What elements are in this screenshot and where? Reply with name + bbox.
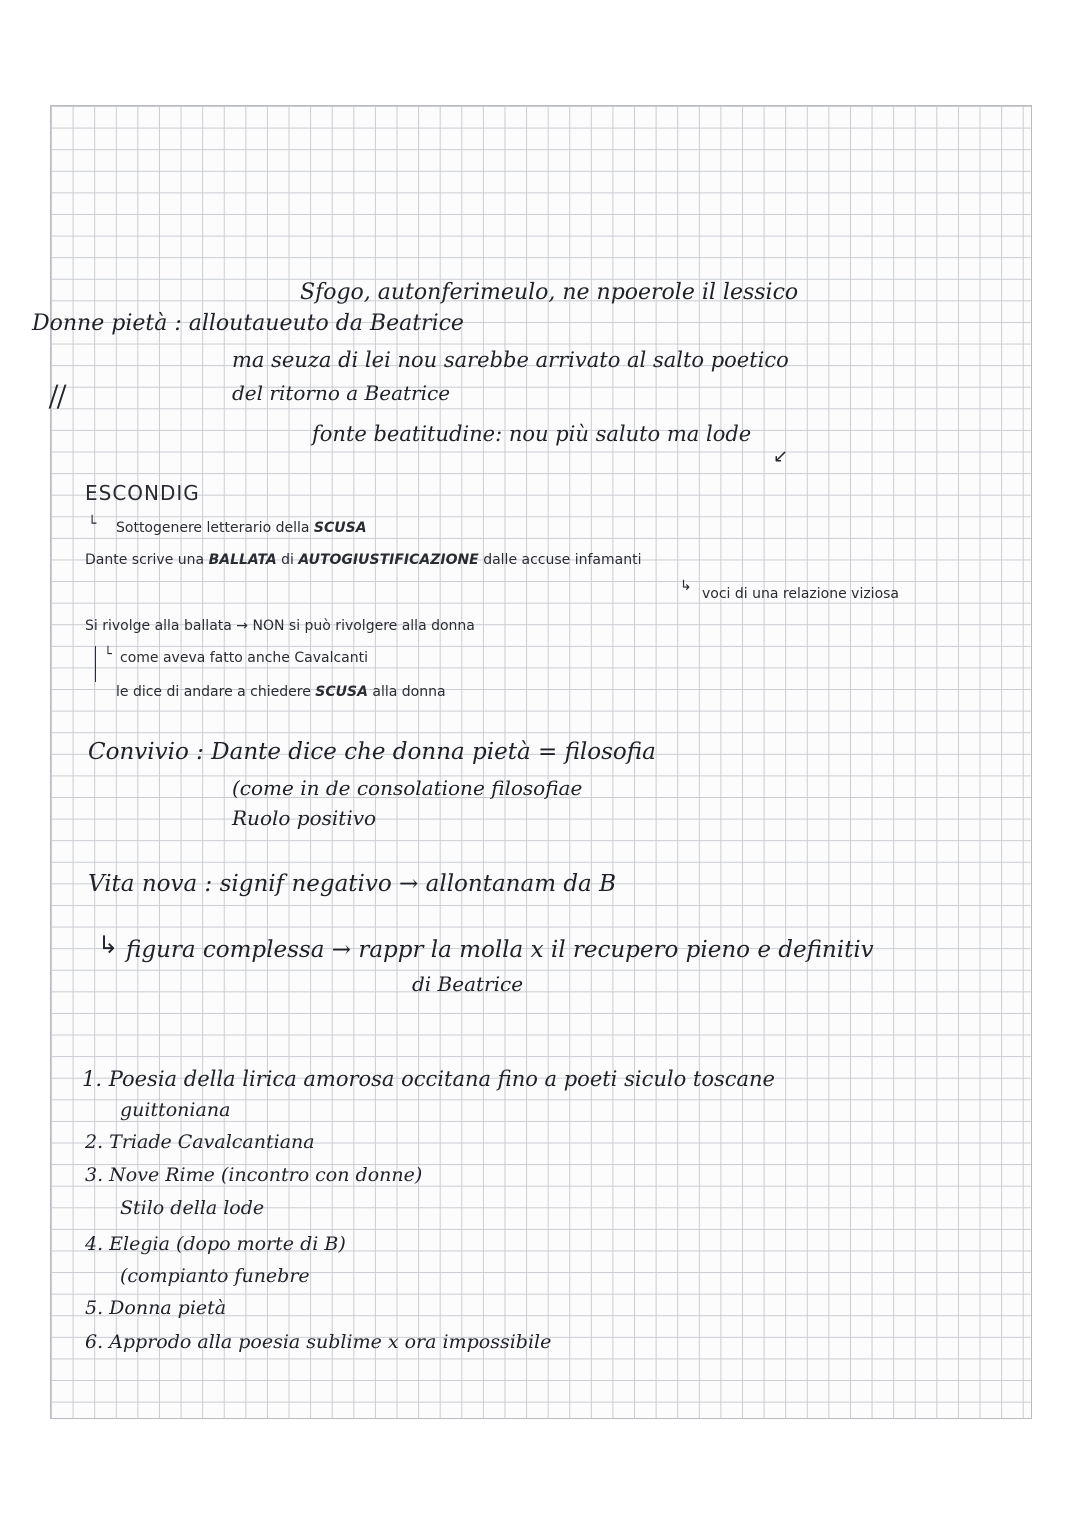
escondig-voci: voci di una relazione viziosa bbox=[702, 586, 900, 602]
list-item-1: 1. Poesia della lirica amorosa occitana fino a poeti siculo toscane bbox=[82, 1067, 775, 1091]
dante-text-e: dalle accuse infamanti bbox=[483, 552, 642, 568]
note-line-donne-pieta: Donne pietà : alloutaueuto da Beatrice bbox=[32, 311, 464, 336]
list-item-6: 6. Approdo alla poesia sublime x ora impossibile bbox=[85, 1331, 552, 1353]
dante-text-c: di bbox=[281, 552, 294, 568]
dice-text-a: le dice di andare a chiedere bbox=[116, 684, 311, 700]
escondig-rivolge bbox=[85, 619, 475, 633]
vita-nova-line-1: Vita nova : signif negativo → allontanam da B bbox=[88, 871, 616, 897]
dante-ballata: BALLATA bbox=[208, 552, 277, 568]
convivio-line-1: Convivio : Dante dice che donna pietà = filosofia bbox=[88, 739, 656, 765]
list-item-2: 2. Triade Cavalcantiana bbox=[85, 1131, 315, 1153]
dante-autogiustificazione: AUTOGIUSTIFICAZIONE bbox=[298, 552, 479, 568]
note-line-ma-senza: ma seuza di lei nou sarebbe arrivato al salto poetico bbox=[232, 348, 789, 372]
vita-nova-line-2: figura complessa → rappr la molla x il recupero pieno e definitiv bbox=[126, 937, 874, 963]
vita-nova-line-3: di Beatrice bbox=[412, 972, 524, 996]
escondig-come: come aveva fatto anche Cavalcanti bbox=[120, 650, 368, 666]
equals-mark: || bbox=[45, 381, 71, 409]
escondig-dante-line bbox=[85, 553, 641, 567]
convivio-line-3: Ruolo positivo bbox=[232, 806, 377, 830]
dante-text-a: Dante scrive una bbox=[85, 552, 205, 568]
indent-arrow-icon: └ bbox=[104, 647, 112, 662]
dice-scusa: SCUSA bbox=[315, 684, 368, 700]
arrow-down-left-icon: ↙ bbox=[773, 446, 789, 467]
list-item-4-cont: (compianto funebre bbox=[120, 1265, 310, 1287]
escondig-sottogenere bbox=[116, 521, 367, 535]
sottogenere-text: Sottogenere letterario della bbox=[116, 520, 310, 536]
escondig-heading: ESCONDIG bbox=[85, 481, 200, 505]
rivolge-text-a: Si rivolge alla ballata bbox=[85, 618, 232, 634]
note-line-fonte: fonte beatitudine: nou più saluto ma lode bbox=[312, 422, 752, 446]
list-item-4: 4. Elegia (dopo morte di B) bbox=[85, 1233, 346, 1255]
right-arrow-icon: → bbox=[236, 618, 249, 634]
rivolge-text-b: NON si può rivolgere alla donna bbox=[252, 618, 475, 634]
sottogenere-scusa: SCUSA bbox=[313, 520, 367, 536]
escondig-dice bbox=[116, 685, 446, 699]
indent-arrow-icon: └ bbox=[88, 516, 97, 532]
dice-text-c: alla donna bbox=[372, 684, 446, 700]
convivio-line-2: (come in de consolatione filosofiae bbox=[232, 776, 583, 800]
bracket-mark bbox=[95, 646, 96, 682]
note-line-del-ritorno: del ritorno a Beatrice bbox=[232, 381, 451, 405]
list-item-5: 5. Donna pietà bbox=[85, 1297, 227, 1319]
down-right-arrow-icon: ↳ bbox=[98, 931, 119, 959]
note-line-sfogo: Sfogo, autonferimeulo, ne npoerole il lessico bbox=[300, 280, 799, 305]
down-right-arrow-icon: ↳ bbox=[680, 578, 692, 594]
list-item-1-cont: guittoniana bbox=[120, 1099, 231, 1121]
list-item-3: 3. Nove Rime (incontro con donne) bbox=[85, 1164, 423, 1186]
list-item-3-cont: Stilo della lode bbox=[120, 1197, 265, 1219]
